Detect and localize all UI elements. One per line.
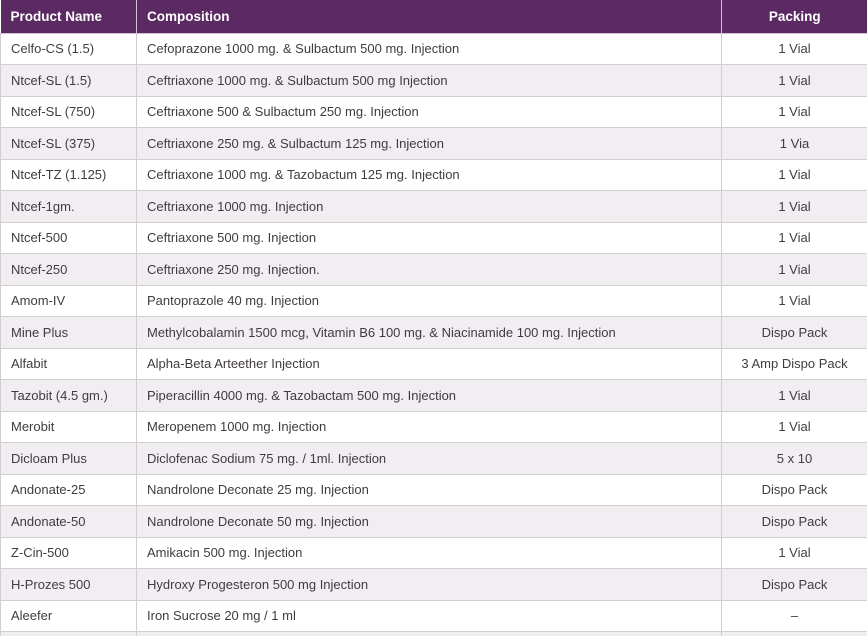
header-row [1, 0, 867, 33]
product-cell: Merobit [1, 411, 137, 443]
product-cell: Celfo-CS (1.5) [1, 33, 137, 65]
column-header-composition: Composition [137, 0, 722, 33]
column-header-packing: Packing [722, 0, 867, 33]
composition-cell: Pantoprazole 40 mg. Injection [137, 285, 722, 317]
product-cell: Ntcef-SL (750) [1, 96, 137, 128]
partial-cell [1, 632, 137, 636]
packing-cell: 3 Amp Dispo Pack [722, 348, 867, 380]
table-row [1, 348, 867, 380]
packing-cell: 1 Vial [722, 65, 867, 97]
composition-cell: Ceftriaxone 1000 mg. Injection [137, 191, 722, 223]
composition-cell: Nandrolone Deconate 25 mg. Injection [137, 474, 722, 506]
composition-cell: Alpha-Beta Arteether Injection [137, 348, 722, 380]
product-cell: Ntcef-1gm. [1, 191, 137, 223]
product-cell: Ntcef-TZ (1.125) [1, 159, 137, 191]
table-row [1, 96, 867, 128]
table-row [1, 65, 867, 97]
packing-cell: 1 Vial [722, 222, 867, 254]
partial-cell [137, 632, 722, 636]
packing-cell: Dispo Pack [722, 317, 867, 349]
packing-cell: 1 Vial [722, 411, 867, 443]
table-row [1, 443, 867, 475]
packing-cell: 1 Vial [722, 96, 867, 128]
table-row [1, 317, 867, 349]
packing-cell: 5 x 10 [722, 443, 867, 475]
partial-cell [722, 632, 867, 636]
partial-row [1, 632, 867, 636]
packing-cell: – [722, 600, 867, 632]
table-row [1, 285, 867, 317]
product-cell: Mine Plus [1, 317, 137, 349]
table-body [1, 33, 867, 632]
table-row [1, 600, 867, 632]
composition-cell: Ceftriaxone 1000 mg. & Tazobactum 125 mg. Injection [137, 159, 722, 191]
composition-cell: Ceftriaxone 250 mg. Injection. [137, 254, 722, 286]
packing-cell: 1 Vial [722, 380, 867, 412]
packing-cell: 1 Vial [722, 285, 867, 317]
composition-cell: Hydroxy Progesteron 500 mg Injection [137, 569, 722, 601]
table-row [1, 33, 867, 65]
packing-cell: 1 Vial [722, 191, 867, 223]
packing-cell: 1 Vial [722, 254, 867, 286]
table-row [1, 191, 867, 223]
table-row [1, 569, 867, 601]
table-row [1, 254, 867, 286]
composition-cell: Ceftriaxone 1000 mg. & Sulbactum 500 mg Injection [137, 65, 722, 97]
table-row [1, 128, 867, 160]
composition-cell: Iron Sucrose 20 mg / 1 ml [137, 600, 722, 632]
product-cell: Dicloam Plus [1, 443, 137, 475]
product-cell: Andonate-25 [1, 474, 137, 506]
clipped-next-row [1, 632, 867, 636]
composition-cell: Ceftriaxone 500 & Sulbactum 250 mg. Injection [137, 96, 722, 128]
packing-cell: Dispo Pack [722, 569, 867, 601]
packing-cell: 1 Vial [722, 537, 867, 569]
composition-cell: Methylcobalamin 1500 mcg, Vitamin B6 100 mg. & Niacinamide 100 mg. Injection [137, 317, 722, 349]
table-row [1, 222, 867, 254]
column-header-product-name: Product Name [1, 0, 137, 33]
table-row [1, 474, 867, 506]
packing-cell: 1 Via [722, 128, 867, 160]
packing-cell: Dispo Pack [722, 474, 867, 506]
product-cell: Ntcef-SL (375) [1, 128, 137, 160]
product-cell: Ntcef-SL (1.5) [1, 65, 137, 97]
product-cell: Andonate-50 [1, 506, 137, 538]
composition-cell: Ceftriaxone 250 mg. & Sulbactum 125 mg. Injection [137, 128, 722, 160]
composition-cell: Meropenem 1000 mg. Injection [137, 411, 722, 443]
packing-cell: 1 Vial [722, 33, 867, 65]
product-cell: Aleefer [1, 600, 137, 632]
composition-cell: Ceftriaxone 500 mg. Injection [137, 222, 722, 254]
product-cell: Alfabit [1, 348, 137, 380]
composition-cell: Nandrolone Deconate 50 mg. Injection [137, 506, 722, 538]
packing-cell: Dispo Pack [722, 506, 867, 538]
product-cell: Ntcef-250 [1, 254, 137, 286]
composition-cell: Amikacin 500 mg. Injection [137, 537, 722, 569]
table-row [1, 380, 867, 412]
table-row [1, 411, 867, 443]
table-header [1, 0, 867, 33]
product-cell: Amom-IV [1, 285, 137, 317]
packing-cell: 1 Vial [722, 159, 867, 191]
product-cell: Ntcef-500 [1, 222, 137, 254]
product-cell: Tazobit (4.5 gm.) [1, 380, 137, 412]
product-cell: H-Prozes 500 [1, 569, 137, 601]
table-row [1, 506, 867, 538]
table-row [1, 537, 867, 569]
table-row [1, 159, 867, 191]
composition-cell: Piperacillin 4000 mg. & Tazobactam 500 mg. Injection [137, 380, 722, 412]
composition-cell: Diclofenac Sodium 75 mg. / 1ml. Injection [137, 443, 722, 475]
composition-cell: Cefoprazone 1000 mg. & Sulbactum 500 mg. Injection [137, 33, 722, 65]
product-cell: Z-Cin-500 [1, 537, 137, 569]
